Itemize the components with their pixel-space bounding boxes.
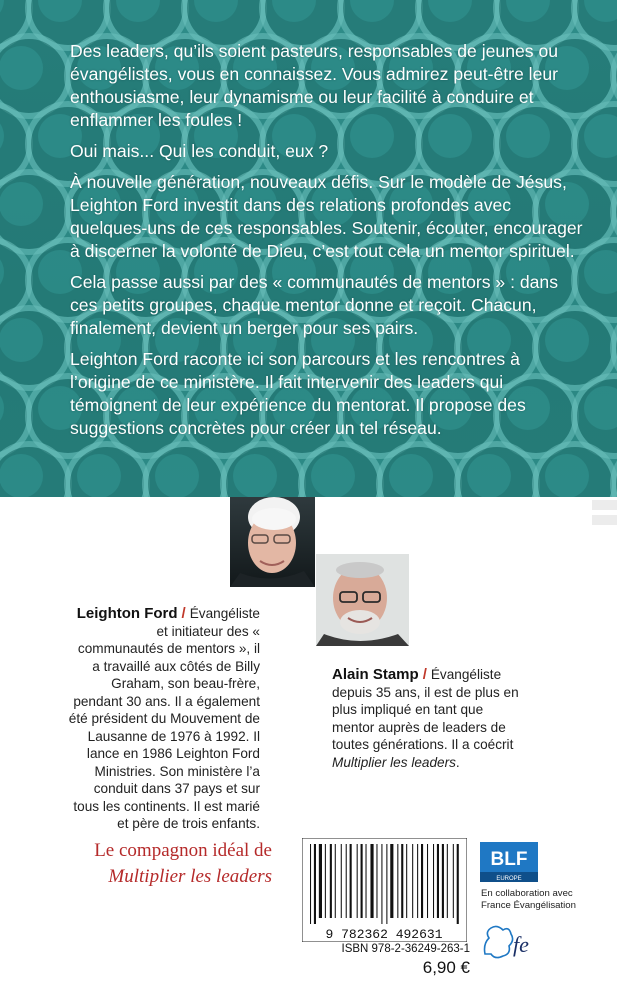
leighton-ford-photo bbox=[230, 497, 315, 587]
bubble-highlight bbox=[0, 46, 43, 90]
barcode-bar bbox=[437, 844, 439, 918]
alain-stamp-bio bbox=[332, 666, 522, 771]
barcode-bar bbox=[406, 844, 407, 918]
blurb-text bbox=[70, 40, 585, 448]
bubble-highlight bbox=[0, 454, 43, 497]
price-label: 6,90 € bbox=[422, 958, 470, 977]
name-separator: / bbox=[181, 605, 186, 622]
tagline-book-title: Multiplier les leaders bbox=[108, 866, 272, 887]
collab-line-2: France Évangélisation bbox=[481, 900, 576, 911]
bubble-highlight bbox=[467, 454, 511, 497]
blf-logo-subtext: EUROPE bbox=[496, 876, 522, 882]
blf-logo bbox=[480, 842, 538, 882]
tagline-line-1: Le compagnon idéal de bbox=[94, 840, 272, 861]
barcode-bar bbox=[427, 844, 428, 918]
bubble-highlight bbox=[233, 454, 277, 497]
barcode-bar bbox=[421, 844, 423, 918]
barcode-bar bbox=[310, 844, 311, 924]
barcode-bar bbox=[457, 844, 459, 924]
barcode-digits: 9 782362 492631 bbox=[325, 927, 443, 942]
blf-logo-text: BLF bbox=[490, 849, 528, 870]
stamp-book-title: Multiplier les leaders bbox=[332, 754, 456, 770]
barcode-bar bbox=[412, 844, 413, 918]
barcode-bar bbox=[386, 844, 387, 924]
alain-stamp-photo bbox=[316, 554, 409, 646]
barcode-bar bbox=[350, 844, 352, 918]
barcode-bar bbox=[417, 844, 418, 918]
collab-line-1: En collaboration avec bbox=[481, 888, 573, 899]
bubble-highlight bbox=[155, 454, 199, 497]
barcode-bar bbox=[335, 844, 336, 918]
isbn-number: ISBN 978-2-36249-263-1 bbox=[341, 943, 470, 955]
blurb-paragraph-1: Des leaders, qu’ils soient pasteurs, responsables de jeunes ou évangélistes, vous en connaissez. Vous admirez peut-être leur enthousiasme, leur dynamisme ou leur facilité à conduire et enflammer les foules ! bbox=[70, 41, 559, 130]
name-separator: / bbox=[422, 666, 427, 683]
barcode-bar bbox=[401, 844, 403, 918]
barcode-bar bbox=[357, 844, 358, 918]
ford-bio-text: Évangéliste et initiateur des « communautés de mentors », il a travaillé aux côtés de Billy Graham, son beau-frère, pendant 30 ans. Il a également été président du Mouvement de Lausanne de 1976 à 1992. Il lance en 1986 Leighton Ford Ministries. Son ministère l’a conduit dans 37 pays et sur tous les continents. Il est marié et père de trois enfants. bbox=[68, 606, 260, 831]
barcode-bar bbox=[361, 844, 363, 918]
france-evangelisation-logo bbox=[481, 922, 547, 962]
blurb-paragraph-2: Oui mais... Qui les conduit, eux ? bbox=[70, 141, 329, 161]
edge-tab-2 bbox=[592, 515, 617, 525]
leighton-ford-bio bbox=[68, 605, 260, 833]
barcode-bar bbox=[376, 844, 377, 918]
isbn-barcode bbox=[302, 838, 467, 947]
collaboration-note bbox=[481, 888, 601, 912]
barcode-bar bbox=[381, 844, 382, 924]
barcode-bar bbox=[453, 844, 454, 918]
blurb-paragraph-3: À nouvelle génération, nouveaux défis. Sur le modèle de Jésus, Leighton Ford investit dans des relations profondes avec quelques-uns de ces responsables. Soutenir, écouter, encourager à discerner la volonté de Dieu, c’est tout cela un mentor spirituel. bbox=[70, 172, 583, 261]
barcode-bar bbox=[330, 844, 332, 918]
barcode-bar bbox=[325, 844, 326, 918]
edge-tab-1 bbox=[592, 500, 617, 510]
bubble-highlight bbox=[545, 454, 589, 497]
barcode-bar bbox=[370, 844, 373, 918]
companion-tagline bbox=[37, 838, 272, 890]
author-name-ford: Leighton Ford bbox=[76, 605, 178, 622]
barcode-bar bbox=[346, 844, 347, 918]
stamp-bio-text: Évangéliste depuis 35 ans, il est de plus en plus impliqué en tant que mentor auprès de leaders de toutes générations. Il a coécrit bbox=[332, 667, 519, 752]
bubble-highlight bbox=[0, 318, 43, 362]
bubble-highlight bbox=[311, 454, 355, 497]
barcode-bar bbox=[447, 844, 448, 918]
bubble-highlight bbox=[77, 454, 121, 497]
stamp-bio-end: . bbox=[455, 754, 460, 770]
blurb-paragraph-4: Cela passe aussi par des « communautés de mentors » : dans ces petits groupes, chaque mentor donne et reçoit. Chacun, finalement, devient un berger pour ses pairs. bbox=[70, 272, 559, 338]
barcode-bar bbox=[442, 844, 444, 918]
barcode-bar bbox=[397, 844, 398, 918]
bubble-highlight bbox=[389, 454, 433, 497]
bubble-highlight bbox=[0, 182, 43, 226]
barcode-bar bbox=[314, 844, 316, 924]
barcode-bar bbox=[433, 844, 434, 918]
back-cover-blurb-section bbox=[0, 0, 617, 497]
barcode-bar bbox=[341, 844, 342, 918]
blurb-paragraph-5: Leighton Ford raconte ici son parcours et les rencontres à l’origine de ce ministère. Il fait intervenir des leaders qui témoignent de leur expérience du mentorat. Il propose des suggestions concrètes pour créer un tel réseau. bbox=[70, 349, 526, 438]
author-name-stamp: Alain Stamp bbox=[332, 666, 419, 683]
barcode-bar bbox=[366, 844, 367, 918]
barcode-bar bbox=[319, 844, 322, 918]
barcode-bar bbox=[390, 844, 393, 918]
fe-logo-text: fe bbox=[513, 932, 529, 957]
